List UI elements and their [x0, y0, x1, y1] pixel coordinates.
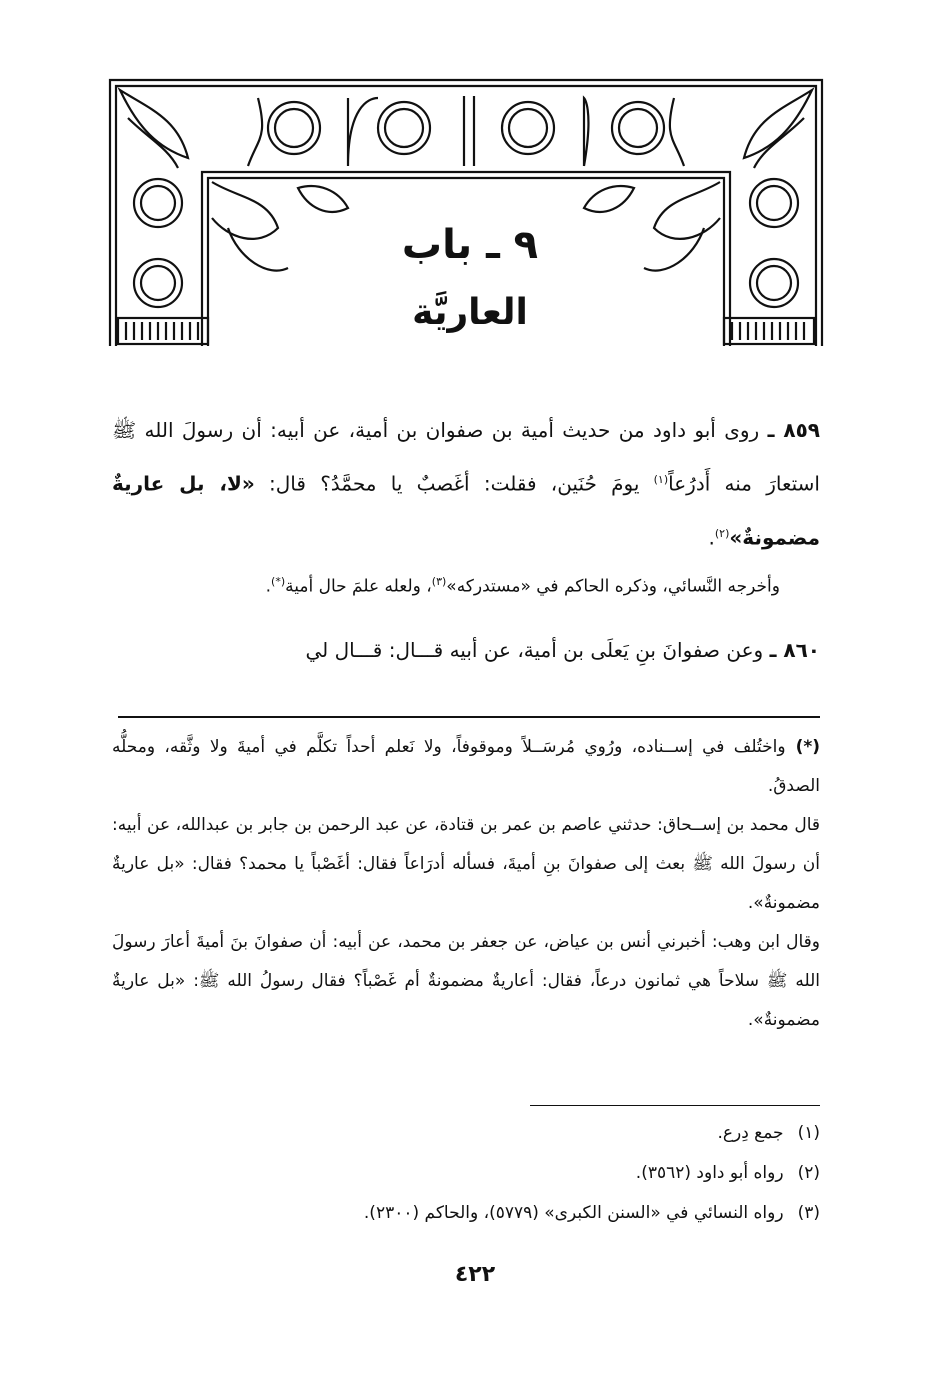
takhrij-text: وأخرجه النَّسائي، وذكره الحاكم في «مستدركه» [446, 576, 780, 597]
page-number: ٤٢٢ [454, 1262, 496, 1287]
footnote [112, 1113, 820, 1153]
footnotes-list [112, 1113, 820, 1233]
hadith-number: ٨٦٠ ـ [769, 638, 820, 662]
hadith-number: ٨٥٩ ـ [767, 418, 821, 442]
takhrij-text: ، ولعله علمَ حال أمية [285, 576, 432, 597]
hadith-860-paragraph [112, 625, 820, 675]
star-note-paragraph: قال محمد بن إســحاق: حدثني عاصم بن عمر بن قتادة، عن عبد الرحمن بن جابر بن عبدالله، عن أبيه: أن رسولَ الله ﷺ بعث إلى صفوانَ بنِ أميةَ، فسأله أدرَاعاً فقال: أغَصْباً يا محمد؟ فقال: «بل عاريةٌ مضمونةٌ». [112, 815, 820, 913]
footnotes-rule [530, 1105, 820, 1106]
hadith-859-paragraph [112, 405, 820, 562]
star-note-ref: (*) [271, 575, 286, 588]
chapter-title: العاريَّة [412, 292, 528, 333]
star-note [112, 728, 820, 1040]
prophetic-quote: «لا، بل عاريةٌ مضمونةٌ» [112, 471, 820, 550]
star-note-paragraph [112, 728, 820, 806]
footnote-text: رواه النسائي في «السنن الكبرى» (٥٧٧٩)، والحاكم (٢٣٠٠). [363, 1203, 784, 1223]
footnote [112, 1153, 820, 1193]
hadith-text: روى أبو داود من حديث أمية بن صفوان بن أمية، عن أبيه: [270, 418, 760, 442]
hadith-text: وعن صفوانَ بنِ يَعلَى بن أمية، عن أبيه قـــال: قـــال لي [305, 638, 764, 662]
star-note-marker: (*) [795, 737, 820, 757]
footnote-ref: (٣) [431, 575, 447, 588]
chapter-number: ٩ ـ باب [401, 222, 539, 268]
footnote-ref: (٢) [714, 526, 730, 540]
hadith-text: يومَ حُنَين، فقلت: أغَصبٌ يا محمَّدُ؟ [320, 471, 640, 496]
punctuation: . [708, 525, 715, 550]
footnote-mark: (٢) [797, 1163, 820, 1183]
hadith-text: أن رسولَ الله ﷺ استعارَ منه أَدرُعاً [112, 418, 820, 496]
footnote-mark: (٣) [797, 1203, 820, 1223]
footnote-text: رواه أبو داود (٣٥٦٢). [635, 1163, 784, 1183]
footnote-mark: (١) [797, 1123, 820, 1143]
hadith-text: قال: [269, 471, 306, 496]
footnote-separator-rule [118, 716, 820, 718]
takhrij-paragraph [112, 565, 780, 604]
punctuation: . [265, 576, 272, 597]
footnote-text: جمع دِرع. [717, 1123, 784, 1143]
footnote-ref: (١) [653, 473, 669, 486]
star-note-text: واختُلف في إســناده، ورُوي مُرسَــلاً وموقوفاً، ولا نَعلم أحداً تكلَّم في أميةَ ولا وثَّقه، ومحلُّه الصدقُ. [112, 737, 820, 796]
star-note-paragraph: وقال ابن وهب: أخبرني أنس بن عياض، عن جعفر بن محمد، عن أبيه: أن صفوانَ بنَ أميةَ أعارَ رسولَ الله ﷺ سلاحاً هي ثمانون درعاً، فقال: أعاريةٌ مضمونةٌ أم غَصْباً؟ فقال رسولُ الله ﷺ: «بل عاريةٌ مضمونةٌ». [112, 932, 820, 1030]
footnote [112, 1193, 820, 1233]
